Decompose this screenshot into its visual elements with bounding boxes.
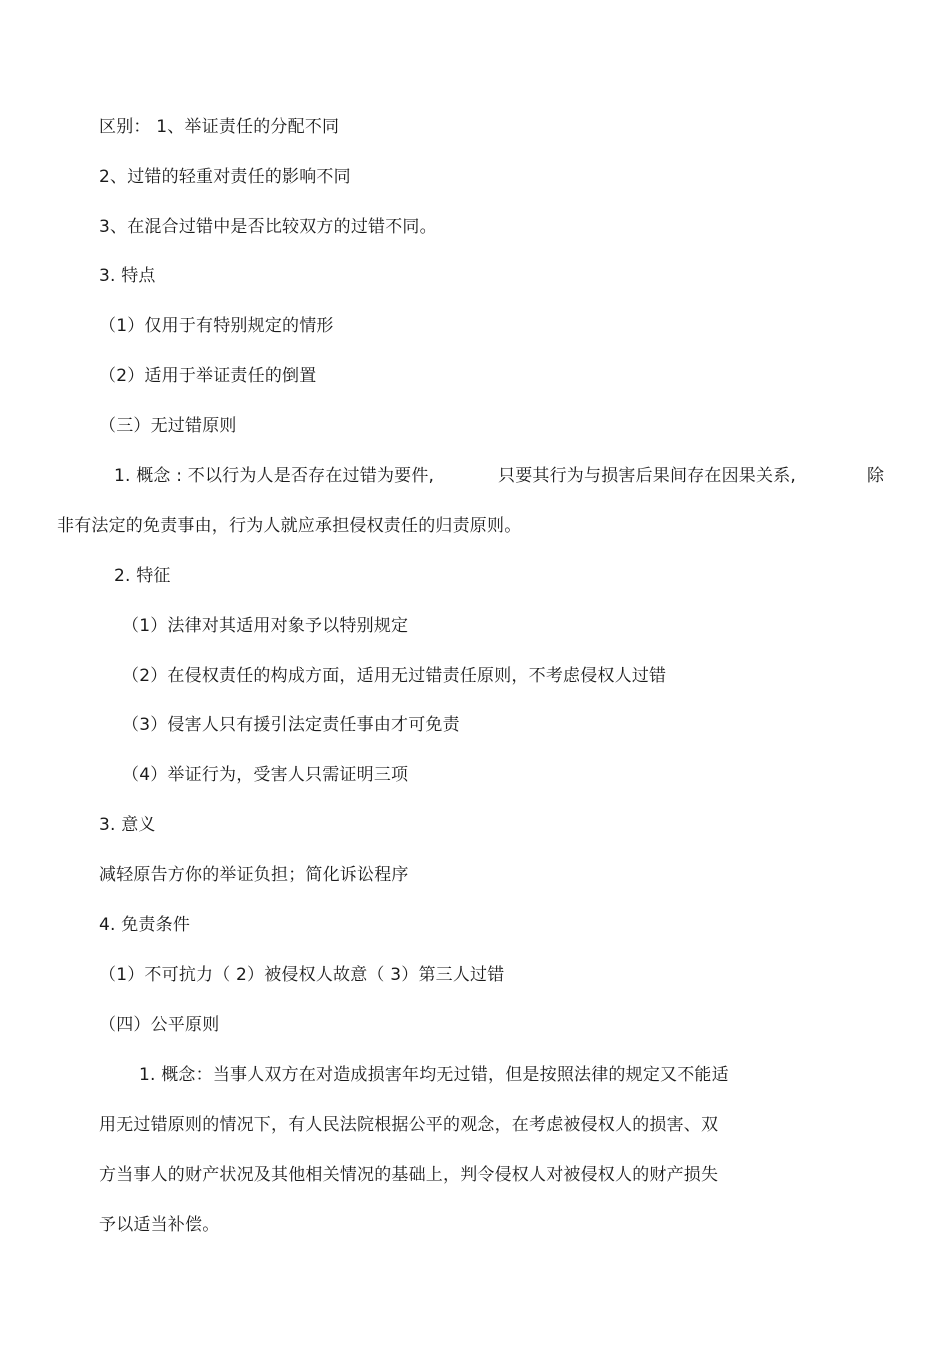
text-line: （1）仅用于有特别规定的情形 bbox=[99, 316, 334, 336]
text-line: （四）公平原则 bbox=[99, 1015, 220, 1035]
text-line: 方当事人的财产状况及其他相关情况的基础上，判令侵权人对被侵权人的财产损失 bbox=[99, 1165, 719, 1185]
text-line: 2、过错的轻重对责任的影响不同 bbox=[99, 167, 351, 187]
text-line: 1. 概念 : 不以行为人是否存在过错为要件, bbox=[114, 466, 435, 486]
text-line: 除 bbox=[867, 466, 885, 486]
text-line: 非有法定的免责事由，行为人就应承担侵权责任的归责原则。 bbox=[57, 516, 522, 536]
text-line: （1）不可抗力（ 2）被侵权人故意（ 3）第三人过错 bbox=[99, 965, 505, 985]
text-line: 1. 概念：当事人双方在对造成损害年均无过错，但是按照法律的规定又不能适 bbox=[139, 1065, 729, 1085]
text-line: 用无过错原则的情况下，有人民法院根据公平的观念，在考虑被侵权人的损害、双 bbox=[99, 1115, 719, 1135]
text-line: 只要其行为与损害后果间存在因果关系, bbox=[498, 466, 797, 486]
text-line: （2）在侵权责任的构成方面，适用无过错责任原则，不考虑侵权人过错 bbox=[122, 666, 667, 686]
text-line: 2. 特征 bbox=[114, 566, 171, 586]
text-line: 减轻原告方你的举证负担；简化诉讼程序 bbox=[99, 865, 409, 885]
text-line: 4. 免责条件 bbox=[99, 915, 191, 935]
text-line: （3）侵害人只有援引法定责任事由才可免责 bbox=[122, 715, 460, 735]
text-line: 予以适当补偿。 bbox=[99, 1215, 220, 1235]
text-line: 3. 特点 bbox=[99, 266, 156, 286]
text-line: （2）适用于举证责任的倒置 bbox=[99, 366, 317, 386]
text-line: （1）法律对其适用对象予以特别规定 bbox=[122, 616, 409, 636]
text-line: 3. 意义 bbox=[99, 815, 156, 835]
text-line: 3、在混合过错中是否比较双方的过错不同。 bbox=[99, 217, 437, 237]
text-line: （4）举证行为，受害人只需证明三项 bbox=[122, 765, 409, 785]
text-line: 区别： 1、举证责任的分配不同 bbox=[99, 117, 340, 137]
text-line: （三）无过错原则 bbox=[99, 416, 237, 436]
